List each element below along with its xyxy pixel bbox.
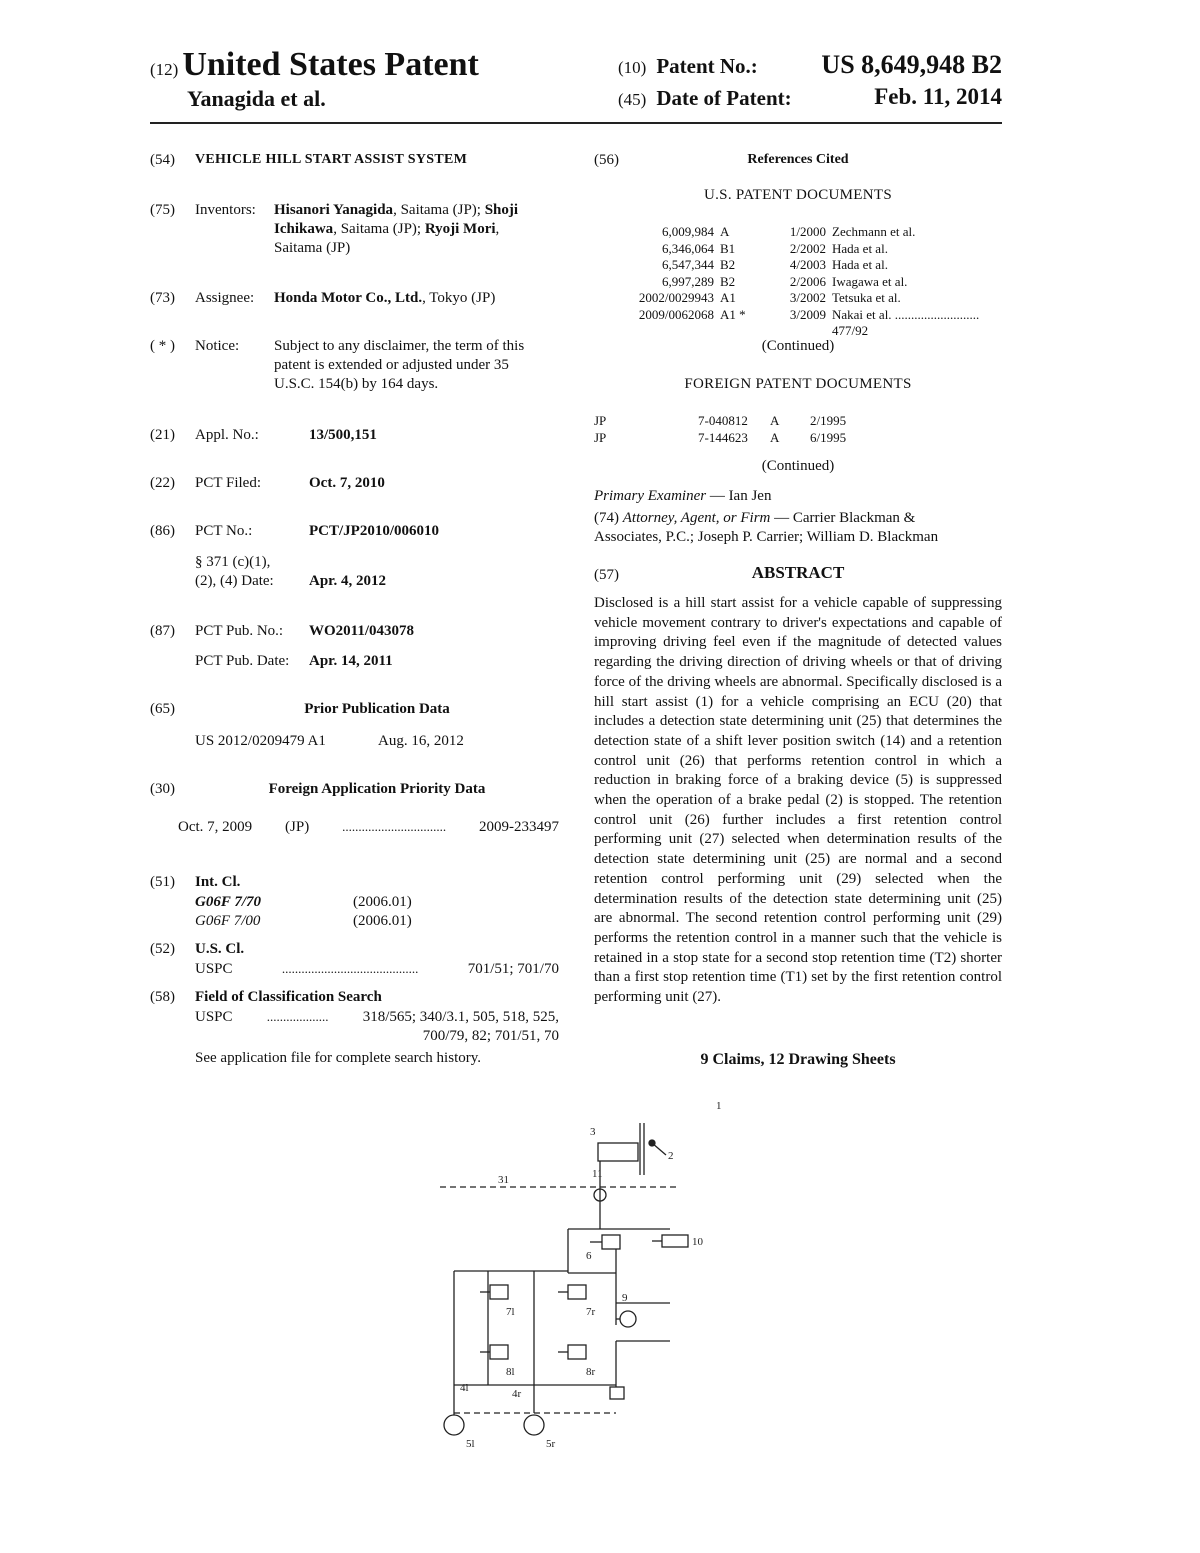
code-45: (45) <box>618 90 647 109</box>
inventor-1-location: , Saitama (JP); <box>393 202 485 218</box>
inventors-list <box>274 201 564 258</box>
field-search-note: See application file for complete search history. <box>195 1050 482 1066</box>
code-30: (30) <box>150 781 175 797</box>
foreign-references-list <box>594 413 1002 446</box>
int-cl-2: G06F 7/00 <box>195 913 261 929</box>
code-86: (86) <box>150 523 175 539</box>
attorney-line-1: — Carrier Blackman & <box>770 510 916 526</box>
fig-label-5l: 5l <box>466 1438 475 1450</box>
us-cl-value: 701/51; 701/70 <box>467 961 559 977</box>
code-57: (57) <box>594 567 619 583</box>
ref-kind: B2 <box>720 273 736 289</box>
fig-label-4r: 4r <box>512 1388 522 1400</box>
fig-label-1: 1 <box>716 1100 722 1112</box>
ref-date: 3/2009 <box>789 306 826 322</box>
ref-name: Hada et al. <box>832 240 888 256</box>
inventors-label: Inventors: <box>195 202 256 218</box>
ref-number: 2009/0062068 <box>638 306 714 322</box>
foreign-priority-dots: ................................ <box>342 819 447 834</box>
attorney <box>594 509 1002 547</box>
code-notice: ( * ) <box>150 338 175 354</box>
field-search-dots: ................... <box>266 1009 329 1024</box>
representative-drawing <box>440 1095 740 1475</box>
ref-name: Zechmann et al. <box>832 224 916 239</box>
ref-date: 3/2002 <box>789 290 826 305</box>
patent-date-row <box>618 86 1002 116</box>
notice-line-1: Subject to any disclaimer, the term of this <box>274 338 525 354</box>
ref-date: 4/2003 <box>789 257 826 272</box>
fp-country: JP <box>594 413 607 428</box>
foreign-priority-row <box>178 818 559 836</box>
field-search-uspc: USPC <box>195 1009 233 1025</box>
foreign-reference-row <box>594 430 1002 447</box>
inventor-2-first: Shoji <box>484 202 519 218</box>
code-54: (54) <box>150 152 175 168</box>
ref-date: 1/2000 <box>789 224 826 239</box>
code-56: (56) <box>594 152 619 168</box>
inventor-2-last: Ichikawa <box>274 221 334 237</box>
fp-kind: A <box>770 413 780 428</box>
int-cl-2-date: (2006.01) <box>353 913 412 929</box>
field-search-classes-2: 700/79, 82; 701/51, 70 <box>422 1028 559 1044</box>
patent-date: Feb. 11, 2014 <box>874 84 1002 109</box>
pump-9-shape <box>620 1311 636 1327</box>
code-58: (58) <box>150 989 175 1005</box>
ref-kind: A <box>720 224 730 239</box>
foreign-priority-heading: Foreign Application Priority Data <box>268 781 486 797</box>
fig-label-31: 31 <box>498 1174 509 1186</box>
fp-kind: A <box>770 429 780 445</box>
ref-number: 6,346,064 <box>662 240 714 256</box>
field-search-classes-1: 318/565; 340/3.1, 505, 518, 525, <box>362 1009 559 1025</box>
wheel-5l-shape <box>444 1415 464 1435</box>
fp-date: 6/1995 <box>810 429 847 445</box>
fig-label-4l: 4l <box>460 1382 469 1394</box>
ref-kind: A1 <box>720 290 736 305</box>
attorney-label: Attorney, Agent, or Firm <box>622 510 771 526</box>
us-reference-row <box>594 241 1002 258</box>
code-87: (87) <box>150 623 175 639</box>
attorney-line-2: Associates, P.C.; Joseph P. Carrier; William D. Blackman <box>594 529 939 545</box>
inventor-1: Hisanori Yanagida <box>274 202 394 218</box>
int-cl-1-date: (2006.01) <box>353 894 412 910</box>
fig-label-8l: 8l <box>506 1366 515 1378</box>
prior-pub-number: US 2012/0209479 A1 <box>195 733 326 749</box>
foreign-priority-date: Oct. 7, 2009 <box>178 819 253 835</box>
us-reference-row <box>594 307 1002 340</box>
us-reference-row <box>594 290 1002 307</box>
patent-number-row <box>618 50 1002 84</box>
code-21: (21) <box>150 427 175 443</box>
ref-name: Hada et al. <box>832 257 888 272</box>
pct-pub-date-label: PCT Pub. Date: <box>195 653 290 669</box>
patent-type-title: United States Patent <box>182 46 479 83</box>
ref-number: 6,009,984 <box>662 224 714 239</box>
inventor-2-location: , Saitama (JP); <box>333 221 425 237</box>
foreign-patent-docs-heading: FOREIGN PATENT DOCUMENTS <box>684 376 912 392</box>
us-refs-continued: (Continued) <box>761 338 835 354</box>
ref-name: Nakai et al. .......................... 477/92 <box>832 306 980 338</box>
notice-line-3: U.S.C. 154(b) by 164 days. <box>274 376 439 392</box>
fig-label-7r: 7r <box>586 1306 596 1318</box>
appl-no: 13/500,151 <box>309 427 377 443</box>
inventor-3-location-line: Saitama (JP) <box>274 240 351 256</box>
us-references-list <box>594 224 1002 340</box>
fig-label-6: 6 <box>586 1250 592 1262</box>
us-reference-row <box>594 274 1002 291</box>
invention-title: VEHICLE HILL START ASSIST SYSTEM <box>195 152 468 167</box>
ref-name: Iwagawa et al. <box>832 273 908 289</box>
code-73: (73) <box>150 290 175 306</box>
ref-kind: A1 * <box>720 306 746 322</box>
assignee-label: Assignee: <box>195 290 255 306</box>
fp-number: 7-144623 <box>698 429 748 445</box>
ref-number: 6,997,289 <box>662 273 714 289</box>
pct-no: PCT/JP2010/006010 <box>309 523 439 539</box>
pct-filed-label: PCT Filed: <box>195 475 261 491</box>
foreign-priority-country: (JP) <box>285 819 310 835</box>
assignee <box>274 289 495 307</box>
assignee-name: Honda Motor Co., Ltd. <box>274 290 423 306</box>
ref-date: 2/2002 <box>789 240 826 256</box>
patent-number-label: Patent No.: <box>656 54 758 78</box>
fp-date: 2/1995 <box>810 413 847 428</box>
us-reference-row <box>594 257 1002 274</box>
figure-labels <box>460 1100 722 1450</box>
field-search-line-1 <box>195 1008 559 1026</box>
s371-label-1: § 371 (c)(1), <box>195 554 271 570</box>
pct-pub-no: WO2011/043078 <box>309 623 415 639</box>
pct-filed: Oct. 7, 2010 <box>309 475 385 491</box>
wheel-5r-shape <box>524 1415 544 1435</box>
notice-text <box>274 337 564 394</box>
pct-no-label: PCT No.: <box>195 523 253 539</box>
s371-date: Apr. 4, 2012 <box>309 573 386 589</box>
code-22: (22) <box>150 475 175 491</box>
fig-label-11: 11 <box>592 1168 603 1180</box>
fig-label-8r: 8r <box>586 1366 596 1378</box>
assignee-location: , Tokyo (JP) <box>422 290 496 306</box>
fig-label-5r: 5r <box>546 1438 556 1450</box>
s371-label-2: (2), (4) Date: <box>195 573 274 589</box>
fp-number: 7-040812 <box>698 413 748 428</box>
ref-date: 2/2006 <box>789 273 826 289</box>
fig-label-3: 3 <box>590 1126 596 1138</box>
ref-kind: B1 <box>720 240 736 256</box>
ref-number: 6,547,344 <box>662 257 714 272</box>
notice-label: Notice: <box>195 338 240 354</box>
claims-summary: 9 Claims, 12 Drawing Sheets <box>700 1051 896 1068</box>
pct-pub-no-label: PCT Pub. No.: <box>195 623 284 639</box>
code-12: (12) <box>150 60 179 79</box>
inventor-3-location: , <box>495 221 500 237</box>
authors: Yanagida et al. <box>187 86 326 111</box>
us-cl-uspc: USPC <box>195 961 233 977</box>
code-52: (52) <box>150 941 175 957</box>
us-cl-row <box>195 960 559 978</box>
prior-pub-date: Aug. 16, 2012 <box>378 733 464 749</box>
int-cl-heading: Int. Cl. <box>195 874 241 890</box>
pct-pub-date: Apr. 14, 2011 <box>309 653 393 669</box>
patent-date-label: Date of Patent: <box>656 86 792 110</box>
inventor-3: Ryoji Mori <box>424 221 496 237</box>
fig-label-9: 9 <box>622 1292 628 1304</box>
examiner-name: — Ian Jen <box>706 488 772 504</box>
ref-kind: B2 <box>720 257 736 272</box>
examiner-label: Primary Examiner <box>594 488 707 504</box>
ref-number: 2002/0029943 <box>638 290 714 305</box>
abstract-heading: ABSTRACT <box>751 563 845 582</box>
notice-line-2: patent is extended or adjusted under 35 <box>274 357 509 373</box>
code-74: (74) <box>594 510 619 526</box>
references-heading: References Cited <box>747 152 849 167</box>
int-cl-1: G06F 7/70 <box>195 894 261 910</box>
code-10: (10) <box>618 58 647 77</box>
code-75: (75) <box>150 202 175 218</box>
foreign-reference-row <box>594 413 1002 430</box>
fp-country: JP <box>594 429 607 445</box>
patent-number: US 8,649,948 B2 <box>821 50 1002 79</box>
fig-label-10: 10 <box>692 1236 703 1248</box>
us-reference-row <box>594 224 1002 241</box>
field-search-heading: Field of Classification Search <box>195 989 382 1005</box>
foreign-priority-number: 2009-233497 <box>478 819 559 835</box>
master-cylinder-shape <box>598 1143 638 1161</box>
header-rule <box>150 122 1002 124</box>
ref-name: Tetsuka et al. <box>832 290 901 305</box>
header-left <box>150 46 479 84</box>
us-patent-docs-heading: U.S. PATENT DOCUMENTS <box>704 187 892 203</box>
brake-hydraulic-diagram <box>440 1095 740 1475</box>
code-65: (65) <box>150 701 175 717</box>
fig-label-7l: 7l <box>506 1306 515 1318</box>
us-cl-dots: .......................................... <box>281 961 419 976</box>
code-51: (51) <box>150 874 175 890</box>
prior-publication-heading: Prior Publication Data <box>304 701 450 717</box>
us-cl-heading: U.S. Cl. <box>195 941 245 957</box>
primary-examiner <box>594 487 771 505</box>
fig-label-2: 2 <box>668 1150 674 1162</box>
foreign-refs-continued: (Continued) <box>761 458 835 474</box>
abstract-text: Disclosed is a hill start assist for a vehicle capable of suppressing vehicle movement contrary to driver's expectations and capable of improving driving feel even if the magnitude of detected values regarding the driving direction of driving wheels or that of driving force of the driving wheels are abnormal. Specifically disclosed is a hill start assist (1) for a vehicle comprising an ECU (20) that includes a detection state determining unit (25) that determines the detection state of a shift lever position switch (14) and a retention control unit (26) that performs retention control in which a reduction in braking force of a braking device (5) is suppressed when the operation of a brake pedal (2) is stopped. The retention control unit (26) further includes a first retention control performing unit (27) selected when determination results of the detection state determining unit (25) are normal and a second retention control performing unit (29) selected when the determination results of the detection state determining unit (25) are abnormal. The second retention control performing unit (29) performs the retention control in a manner such that the vehicle is retained in a stop state for a second stop retention time (T2) shorter than a first stop retention time (T1) set by the first retention control performing unit (27). <box>594 595 1002 1006</box>
appl-no-label: Appl. No.: <box>195 427 259 443</box>
